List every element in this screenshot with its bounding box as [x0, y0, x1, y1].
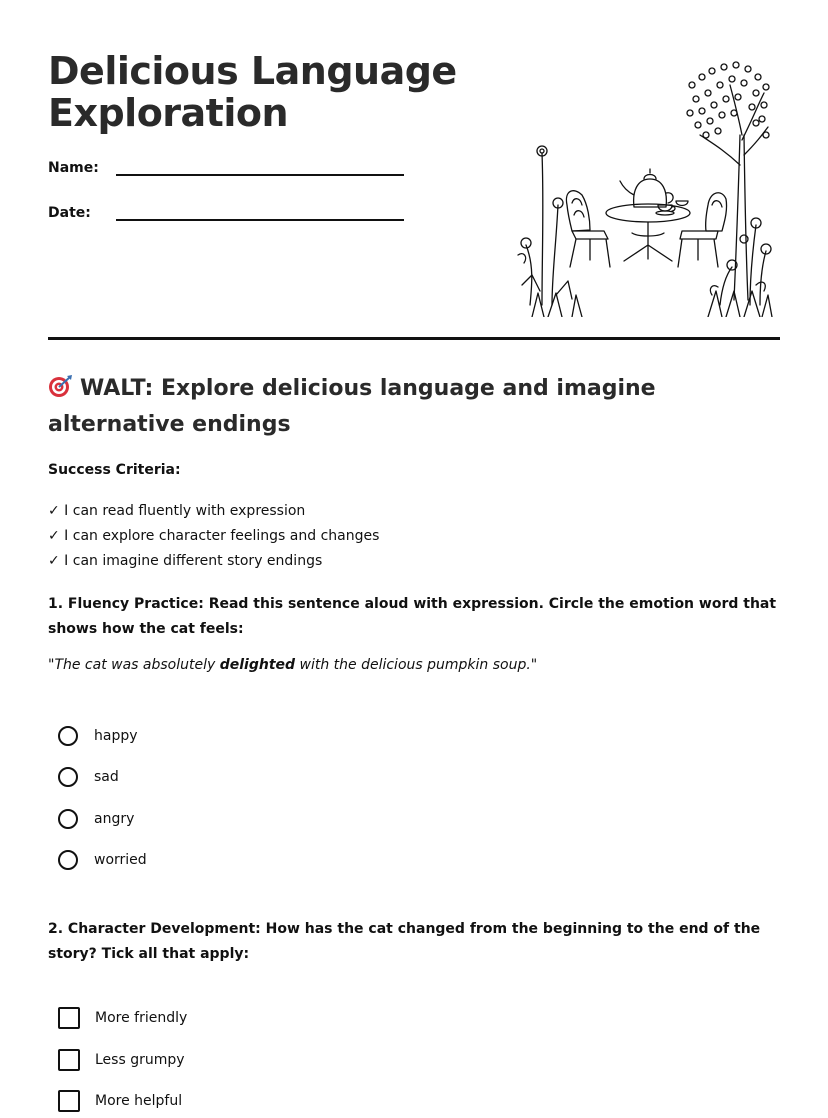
- option-label: angry: [94, 811, 135, 827]
- checkbox[interactable]: [58, 1049, 80, 1071]
- target-icon: [48, 374, 74, 398]
- radio-circle[interactable]: [58, 726, 78, 746]
- emotion-option-happy[interactable]: [58, 724, 138, 748]
- walt-text: WALT: Explore delicious language and imagine alternative endings: [48, 376, 656, 437]
- option-label: worried: [94, 852, 147, 868]
- option-label: Less grumpy: [95, 1052, 185, 1068]
- quote-emphasis: delighted: [219, 657, 296, 673]
- checkbox[interactable]: [58, 1007, 80, 1029]
- option-label: sad: [94, 769, 119, 785]
- criteria-item: ✓ I can imagine different story endings: [48, 553, 323, 569]
- date-label: Date:: [48, 205, 91, 221]
- change-option-more-friendly[interactable]: [58, 1006, 187, 1030]
- criteria-item: ✓ I can explore character feelings and changes: [48, 528, 380, 544]
- radio-circle[interactable]: [58, 850, 78, 870]
- option-label: More friendly: [95, 1010, 188, 1026]
- name-label: Name:: [48, 160, 99, 176]
- radio-circle[interactable]: [58, 809, 78, 829]
- page-title: Delicious Language Exploration: [48, 49, 457, 135]
- quote-text: "The cat was absolutely: [48, 657, 220, 673]
- success-criteria-heading: Success Criteria:: [48, 462, 181, 478]
- checkbox[interactable]: [58, 1090, 80, 1112]
- date-line[interactable]: [116, 219, 404, 221]
- emotion-option-sad[interactable]: [58, 765, 119, 789]
- garden-tea-party-illustration: [512, 55, 774, 317]
- change-option-more-helpful[interactable]: [58, 1089, 182, 1113]
- name-field[interactable]: [48, 160, 116, 176]
- emotion-option-angry[interactable]: [58, 807, 134, 831]
- criteria-item: ✓ I can read fluently with expression: [48, 503, 306, 519]
- option-label: happy: [94, 728, 138, 744]
- section-divider: [48, 337, 780, 340]
- walt-heading: [48, 371, 778, 443]
- quote-text: with the delicious pumpkin soup.": [295, 657, 538, 673]
- radio-circle[interactable]: [58, 767, 78, 787]
- success-criteria-list: [48, 499, 379, 574]
- date-field[interactable]: [48, 205, 116, 221]
- fluency-quote: [48, 657, 537, 673]
- question-1-prompt: 1. Fluency Practice: Read this sentence aloud with expression. Circle the emotion word that shows how the cat feels:: [48, 596, 777, 637]
- question-2-prompt: 2. Character Development: How has the cat changed from the beginning to the end of the story? Tick all that apply:: [48, 921, 761, 962]
- change-option-less-grumpy[interactable]: [58, 1048, 185, 1072]
- option-label: More helpful: [95, 1093, 183, 1109]
- name-line[interactable]: [116, 174, 404, 176]
- emotion-option-worried[interactable]: [58, 848, 147, 872]
